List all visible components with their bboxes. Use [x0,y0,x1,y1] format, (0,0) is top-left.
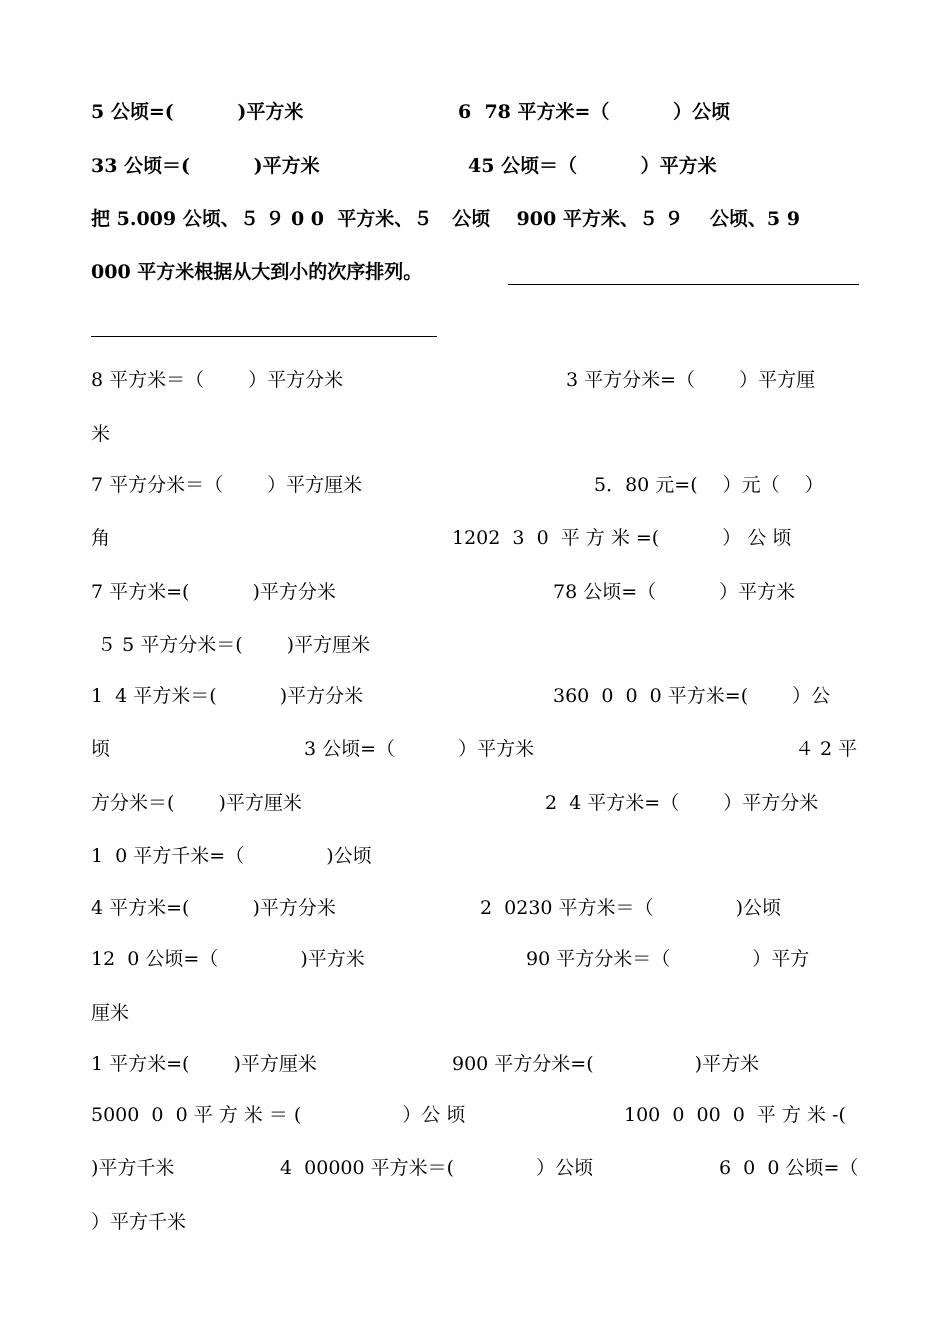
exercise-line-5b: 3 平方分米=（ ）平方厘 [566,369,816,391]
exercise-line-12a: 顷 [91,738,111,760]
exercise-line-13a: 方分米＝( )平方厘米 [91,792,302,814]
exercise-line-14: 1 0 平方千米=（ )公顷 [91,845,372,867]
exercise-line-20a: )平方千米 [91,1157,175,1179]
exercise-line-8a: 角 [91,527,111,549]
exercise-line-12b: 3 公顷=（ ）平方米 [304,738,535,760]
ordering-question-line-2: 000 平方米根据从大到小的次序排列。 [91,261,423,283]
exercise-line-18b: 900 平方分米=( )平方米 [452,1053,760,1075]
exercise-line-11b: 360 0 0 0 平方米=( ）公 [553,685,831,707]
exercise-line-16b: 90 平方分米＝（ ）平方 [526,948,810,970]
exercise-line-9a: 7 平方米=( )平方分米 [91,581,336,603]
exercise-line-7a: 7 平方分米＝（ ）平方厘米 [91,474,363,496]
exercise-line-11a: 1 4 平方米＝( )平方分米 [91,685,364,707]
answer-blank-line-2 [91,336,437,337]
exercise-line-5a: 8 平方米＝（ ）平方分米 [91,369,344,391]
exercise-line-2b: 45 公顷＝（ ）平方米 [468,155,717,177]
ordering-question-line-1: 把 5.009 公顷、５ ９ 0 0 平方米、５ 公顷 900 平方米、５ ９ 公顷、5 9 [91,208,800,230]
exercise-line-16a: 12 0 公顷=（ )平方米 [91,948,365,970]
exercise-line-19b: 100 0 00 0 平 方 米 -( [624,1104,846,1126]
exercise-line-15b: 2 0230 平方米＝（ )公顷 [480,897,782,919]
exercise-line-2a: 33 公顷＝( )平方米 [91,155,320,177]
answer-blank-line-1 [508,284,859,285]
exercise-line-21: ）平方千米 [91,1211,187,1233]
exercise-line-20b: 4 00000 平方米＝( ）公顷 [280,1157,594,1179]
exercise-line-13b: 2 4 平方米=（ ）平方分米 [545,792,819,814]
exercise-line-10: ５ 5 平方分米＝( )平方厘米 [91,634,371,656]
exercise-line-9b: 78 公顷=（ ）平方米 [553,581,796,603]
exercise-line-1a: 5 公顷=( )平方米 [91,101,304,123]
exercise-line-18a: 1 平方米=( )平方厘米 [91,1053,317,1075]
exercise-line-7b: 5．80 元=( ）元（ ） [594,474,824,496]
exercise-line-20c: 6 0 0 公顷=（ [719,1157,859,1179]
exercise-line-8b: 1202 3 0 平 方 米 =( ） 公 顷 [452,527,792,549]
exercise-line-6: 米 [91,423,111,445]
exercise-line-17: 厘米 [91,1002,130,1024]
exercise-line-12c: ４ 2 平 [795,738,858,760]
exercise-line-15a: 4 平方米=( )平方分米 [91,897,336,919]
exercise-line-1b: 6 78 平方米=（ ）公顷 [458,101,731,123]
exercise-line-19a: 5000 0 0 平 方 米 ＝ ( ）公 顷 [91,1104,466,1126]
